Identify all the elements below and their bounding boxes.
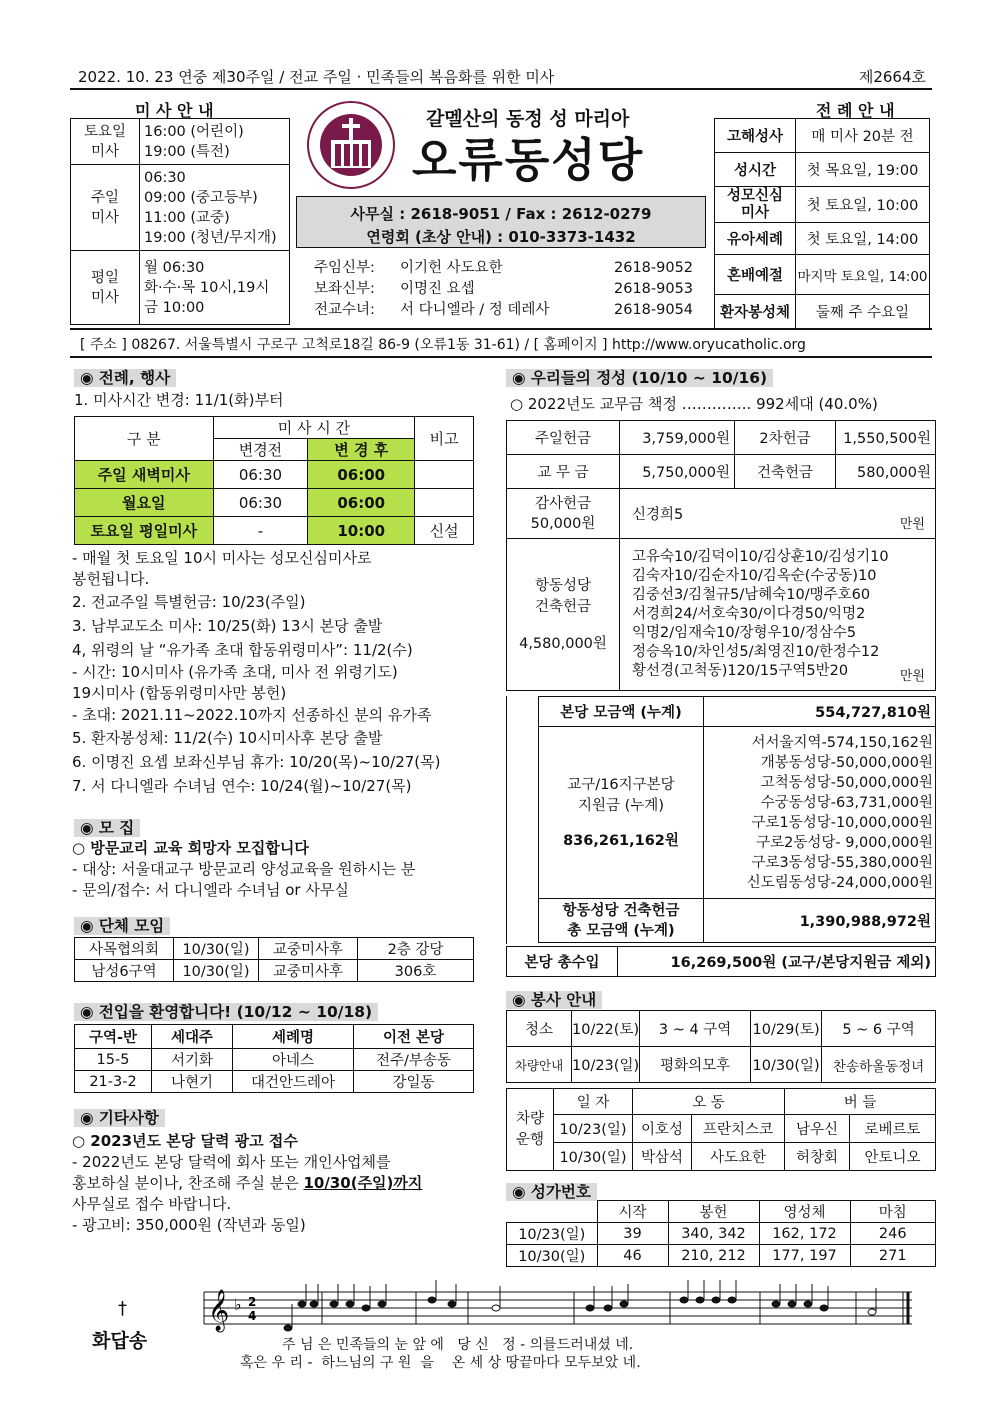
groups-table: 사목협의회 10/30(일) 교중미사후 2층 강당 남성6구역 10/30(일) 교중미사후 306호 xyxy=(74,937,474,982)
svg-text:♭: ♭ xyxy=(234,1295,242,1314)
misc-list: ○ 2023년도 본당 달력 광고 접수 - 2022년도 본당 달력에 회사 또는 개인사업체를 홍보하실 분이나, 찬조해 주실 분은 10/30(주일)까지 사무실로 접수 바랍니다. - 광고비: 350,000원 (작년과 동일) xyxy=(72,1132,423,1234)
service-title: ◉ 봉사 안내 xyxy=(506,988,602,1010)
office-contact-box xyxy=(296,196,706,248)
events-title: ◉ 전례, 행사 xyxy=(74,366,176,388)
offering-summary: ○ 2022년도 교무금 책정 ………….. 992세대 (40.0%) xyxy=(510,395,878,413)
liturgy-guide-table: 고해성사 매 미사 20분 전 성시간 첫 목요일, 19:00 성모신심 미사 첫 토요일, 10:00 유아세례 첫 토요일, 14:00 혼배예절 마지막 토요일, 14:00 환자봉성체 둘째 주 수요일 xyxy=(714,118,930,329)
mass-change-table: 구 분 미 사 시 간 비고 변경전 변 경 후 주일 새벽미사 06:30 06:00 월요일 06:30 06:00 토요일 평일미사 - 10:00 신설 xyxy=(74,416,474,545)
clergy-row: 보좌신부: 이명진 요셉 2618-9053 xyxy=(314,281,694,297)
misc-title: ◉ 기타사항 xyxy=(74,1106,165,1128)
bus-table: 차량 운행 일 자 오 동 버 들 10/23(일) 이호성 프란치스코 남우신 로베르토 10/30(일) 박삼석 사도요한 허창회 안토니오 xyxy=(506,1088,936,1171)
svg-text:𝄞: 𝄞 xyxy=(208,1290,230,1331)
issue-number: 제2664호 xyxy=(858,68,926,86)
parish-subtitle: 갈멜산의 동정 성 마리아 xyxy=(426,108,630,130)
clergy-row: 주임신부: 이기헌 사도요한 2618-9052 xyxy=(314,260,694,276)
parish-seal-icon xyxy=(306,100,396,190)
mass-schedule-title: 미 사 안 내 xyxy=(135,101,214,120)
offering-title: ◉ 우리들의 정성 (10/10 ~ 10/16) xyxy=(506,366,773,388)
music-staff xyxy=(200,1278,920,1338)
recruit-title: ◉ 모 집 xyxy=(74,816,140,838)
address-bar xyxy=(70,328,932,358)
weekday-label: 평일 미사 xyxy=(71,251,140,325)
sun-times: 06:30 09:00 (중고등부) 11:00 (교중) 19:00 (청년/무지개) xyxy=(140,165,290,251)
date-title: 2022. 10. 23 연중 제30주일 / 전교 주일 · 민족들의 복음화를 위한 미사 xyxy=(78,68,555,86)
income-value: 16,269,500원 (교구/본당지원금 제외) xyxy=(670,955,931,971)
newcomers-title: ◉ 전입을 환영합니다! (10/12 ~ 10/18) xyxy=(74,1000,378,1022)
psalm-lyric-2: 혹은 우 리 - 하느님의 구 원 을 온 세 상 땅끝마다 모두보았 네. xyxy=(240,1355,641,1371)
income-table: 본당 총수입 16,269,500원 (교구/본당지원금 제외) xyxy=(506,946,936,977)
hymns-table: 시작 봉헌 영성체 마침 10/23(일) 39 340, 342 162, 172 246 10/30(일) 46 210, 212 177, 197 271 xyxy=(506,1200,936,1267)
newcomers-table: 구역-반 세대주 세례명 이전 본당 15-5 서기화 아네스 전주/부송동 21-3-2 나현기 대건안드레아 강일동 xyxy=(74,1024,474,1093)
parish-name: 오류동성당 xyxy=(412,133,645,187)
svg-text:4: 4 xyxy=(248,1309,257,1323)
service-table: 청소 10/22(토) 3 ~ 4 구역 10/29(토) 5 ~ 6 구역 차량안내 10/23(일) 평화의모후 10/30(일) 찬송하올동정녀 xyxy=(506,1010,936,1083)
address: [ 주소 ] 08267. 서울특별시 구로구 고척로18길 86-9 (오류1동 31-61) / [ 홈페이지 ] http://www.oryucatholic.org xyxy=(80,337,806,353)
clergy-list xyxy=(314,258,698,321)
psalm-label: 화답송 xyxy=(92,1330,148,1352)
events-list: - 매월 첫 토요일 10시 미사는 성모신심미사로 봉헌됩니다. 2. 전교주일 특별헌금: 10/23(주일) 3. 남부교도소 미사: 10/25(화) 13시 본당 출발 4, 위령의 날 “유가족 초대 합동위령미사”: 11/2(수) - 시간: 10시미사 (유가족 초대, 미사 전 위령기도) 19시미사 (합동위령미사만 봉헌) - 초대: 2021.11~2022.10까지 선종하신 분의 유가족 5. 환자봉성체: 11/2(수) 10시미사후 본당 출발 6. 이명진 요셉 보좌신부님 휴가: 10/20(목)~10/27(목) 7. 서 다니엘라 수녀님 연수: 10/24(월)~10/27(목) xyxy=(72,549,441,795)
office-phone: 사무실 : 2618-9051 / Fax : 2612-0279 xyxy=(350,205,652,223)
sat-label: 토요일 미사 xyxy=(71,119,140,165)
liturgy-guide-title: 전 례 안 내 xyxy=(816,101,895,120)
recruit-list: ○ 방문교리 교육 희망자 모집합니다 - 대상: 서울대교구 방문교리 양성교육을 원하시는 분 - 문의/접수: 서 다니엘라 수녀님 or 사무실 xyxy=(72,839,416,899)
weekday-times: 월 06:30 화·수·목 10시,19시 금 10:00 xyxy=(140,251,290,325)
psalm-lyric-1: 주 님 은 민족들의 눈 앞 에 당 신 정 - 의를드러내셨 네. xyxy=(282,1337,634,1353)
svg-text:2: 2 xyxy=(248,1295,257,1309)
offering-table: 주일헌금 3,759,000원 2차헌금 1,550,500원 교 무 금 5,750,000원 건축헌금 580,000원 감사헌금 50,000원 신경희5 만원 항동성당 건축헌금 4,580,000원 고유숙10/김덕이10/김상훈10/김성기10 김숙자10/김순자10/김옥순(수궁동)10 김중선3/김철규5/남혜숙10/맹주호60 서경희24/서호숙30/이다경50/익명2 익명2/임재숙10/장형우10/정삼수5 정승옥10/차인성5/최영진10/한정수12 황선경(고척동)120/15구역5반20 만원 xyxy=(506,420,936,691)
misc-deadline: 10/30(주일)까지 xyxy=(303,1174,423,1192)
hymns-title: ◉ 성가번호 xyxy=(506,1180,597,1202)
yeonryeong-phone: 연령회 (초상 안내) : 010-3373-1432 xyxy=(366,228,636,246)
sat-times: 16:00 (어린이) 19:00 (특전) xyxy=(140,119,290,165)
cross-icon: † xyxy=(118,1298,127,1319)
mass-schedule-table xyxy=(70,118,290,325)
support-table: 본당 모금액 (누계) 554,727,810원 교구/16지구본당 지원금 (누계) 836,261,162원 서서울지역-574,150,162원 개봉동성당-50,000,000원 고척동성당-50,000,000원 수궁동성당-63,731,000원 구로1동성당-10,000,000원 구로2동성당- 9,000,000원 구로3동성당-55,380,000원 신도림동성당-24,000,000원 항동성당 건축헌금 총 모금액 (누계) 1,390,988,972원 xyxy=(538,696,936,943)
sun-label: 주일 미사 xyxy=(71,165,140,251)
events-item1: 1. 미사시간 변경: 11/1(화)부터 xyxy=(74,391,284,409)
groups-title: ◉ 단체 모임 xyxy=(74,914,170,936)
header-bar xyxy=(70,66,932,90)
clergy-row: 전교수녀: 서 다니엘라 / 정 데레사 2618-9054 xyxy=(314,302,694,318)
